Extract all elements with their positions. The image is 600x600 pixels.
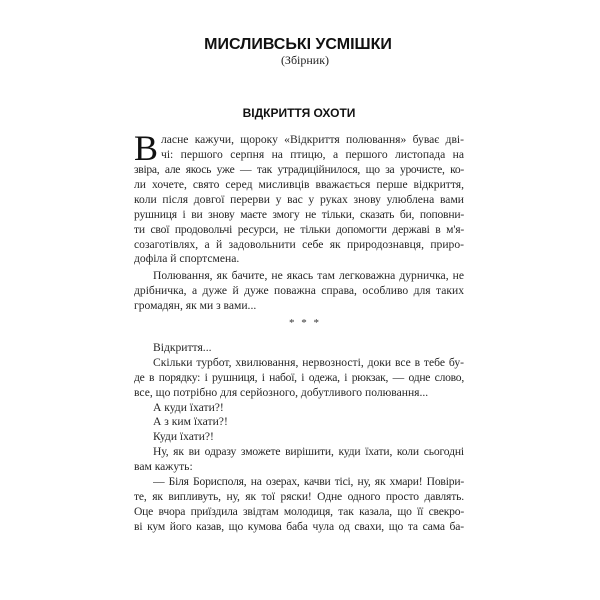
text-line: громадян, як ми з вами...	[134, 299, 257, 312]
text-line: Куди їхати?!	[153, 430, 214, 443]
drop-cap: В	[134, 128, 159, 168]
text-line: дрібничка, а дуже й дуже поважна справа, особливо для таких	[134, 284, 464, 297]
text-line: Відкриття...	[153, 341, 212, 354]
text-line: чі: першого серпня на птицю, а першого листопада на	[161, 148, 464, 161]
text-line: Полювання, як бачите, не якась там легковажна дурничка, не	[153, 269, 464, 282]
text-line: вам кажуть:	[134, 460, 193, 473]
text-line: ласне кажучи, щороку «Відкриття полювання» буває дві-	[161, 133, 464, 146]
section-separator: * * *	[289, 317, 321, 329]
text-line: дофіла й спортсмена.	[134, 252, 240, 265]
text-line: рушниця і ви знову маєте змогу не тільки, сказать би, поповни-	[134, 208, 464, 221]
text-line: Скільки турбот, хвилювання, нервозності, доки все в тебе бу-	[153, 356, 464, 369]
text-line: те, як випливуть, ну, як тої ряски! Одне одного просто давлять.	[134, 490, 464, 503]
text-line: А з ким їхати?!	[153, 415, 228, 428]
text-line: звіра, але якось уже — так утрадиційнилося, що за урочисте, ко-	[134, 163, 464, 176]
book-title: МИСЛИВСЬКІ УСМІШКИ	[204, 36, 392, 53]
book-subtitle: (Збірник)	[280, 53, 330, 67]
text-line: А куди їхати?!	[153, 401, 224, 414]
chapter-heading: ВІДКРИТТЯ ОХОТИ	[242, 106, 356, 120]
text-line: Оце вчора приїздила звідтам молодиця, так казала, що її свекро-	[134, 505, 464, 518]
text-line: ли хочете, свято серед мисливців вважається перше відкриття,	[134, 178, 464, 191]
text-line: все, що потрібно для серйозного, добутливого полювання...	[134, 386, 429, 399]
text-line: ві кум його казав, що кумова баба чула од свахи, що та сама ба-	[134, 520, 464, 533]
text-line: — Біля Борисполя, на озерах, качви тісі, ну, як хмари! Повіри-	[153, 475, 464, 488]
text-line: коли після довгої перерви у вас у руках знову улюблена вами	[134, 193, 464, 206]
text-line: де в порядку: і рушниця, і набої, і одежа, і рюкзак, — одне слово,	[134, 371, 464, 384]
text-line: созаготівлях, а й задовольнити себе як природознавця, приро-	[134, 238, 464, 251]
text-line: ти свої продовольчі ресурси, не тільки допомогти державі в м'я-	[134, 223, 464, 236]
text-line: Ну, як ви одразу зможете вирішити, куди їхати, коли сьогодні	[153, 445, 464, 458]
